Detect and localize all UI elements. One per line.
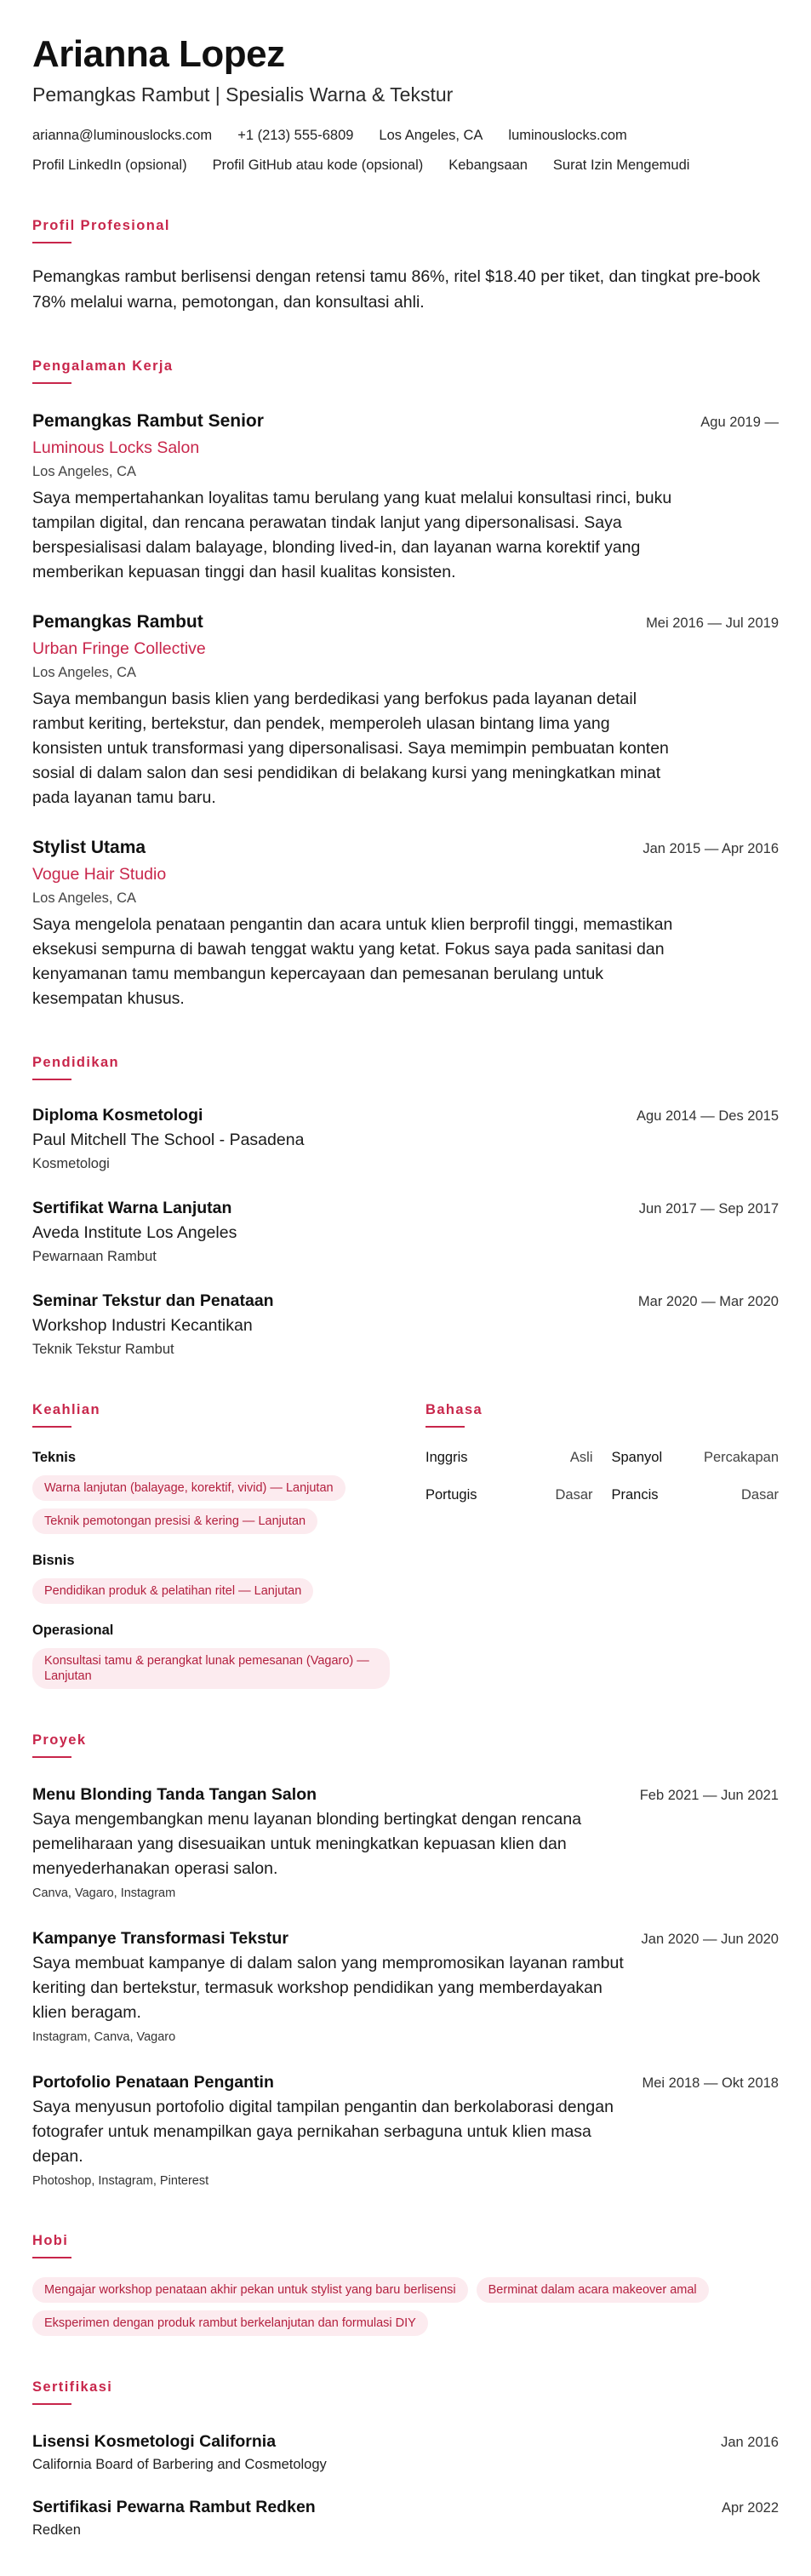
project-description: Saya menyusun portofolio digital tampilan pengantin dan berkolaborasi dengan fotografer untuk menampilkan gaya pernikahan serbaguna untuk klien masa depan. xyxy=(32,2098,614,2166)
job-date: Agu 2019 — xyxy=(700,415,779,430)
project-name: Portofolio Penataan Pengantin xyxy=(32,2073,274,2092)
linkedin-link[interactable]: Profil LinkedIn (opsional) xyxy=(32,157,187,173)
certification-issuer: California Board of Barbering and Cosmetology xyxy=(32,2457,327,2472)
project-name: Menu Blonding Tanda Tangan Salon xyxy=(32,1785,317,1804)
skill-group xyxy=(32,1551,391,1604)
skill-group-title: Teknis xyxy=(32,1450,77,1465)
section-divider xyxy=(32,242,71,243)
education-section xyxy=(32,1054,779,1359)
company-name: Urban Fringe Collective xyxy=(32,639,206,658)
degree-name: Diploma Kosmetologi xyxy=(32,1106,203,1125)
job-description: Saya mengelola penataan pengantin dan acara untuk klien berprofil tinggi, memastikan eksekusi sempurna di bawah tenggat waktu yang ketat. Fokus saya pada sanitasi dan kenyamanan tamu membangun kepercayaan dan pemesanan berulang untuk kesempatan khusus. xyxy=(32,915,673,1008)
job-title: Pemangkas Rambut xyxy=(32,612,203,632)
experience-entry xyxy=(32,409,779,585)
section-title: Hobi xyxy=(32,2233,69,2248)
job-date: Jan 2015 — Apr 2016 xyxy=(643,841,779,856)
language-item xyxy=(425,1485,593,1504)
projects-section xyxy=(32,1732,779,2190)
project-date: Mei 2018 — Okt 2018 xyxy=(642,2075,779,2091)
section-title: Proyek xyxy=(32,1732,87,1748)
language-item xyxy=(612,1448,780,1467)
job-title: Stylist Utama xyxy=(32,838,146,857)
company-name: Luminous Locks Salon xyxy=(32,438,200,457)
project-tools: Photoshop, Instagram, Pinterest xyxy=(32,2174,209,2188)
contact-phone[interactable]: +1 (213) 555-6809 xyxy=(237,128,354,143)
skill-group-title: Bisnis xyxy=(32,1553,75,1568)
section-divider xyxy=(32,1079,71,1080)
skills-languages-row xyxy=(32,1401,779,1689)
project-entry xyxy=(32,1927,779,2046)
section-divider xyxy=(32,1426,71,1428)
github-link[interactable]: Profil GitHub atau kode (opsional) xyxy=(212,157,424,173)
degree-name: Sertifikat Warna Lanjutan xyxy=(32,1199,232,1217)
candidate-headline: Pemangkas Rambut | Spesialis Warna & Tekstur xyxy=(32,83,454,106)
project-entry xyxy=(32,1783,779,1902)
section-title: Pendidikan xyxy=(32,1055,120,1070)
language-name: Inggris xyxy=(425,1450,468,1465)
certification-name: Lisensi Kosmetologi California xyxy=(32,2432,277,2451)
language-level: Percakapan xyxy=(703,1450,779,1465)
language-item xyxy=(612,1485,780,1504)
summary-text: Pemangkas rambut berlisensi dengan retensi tamu 86%, ritel $18.40 per tiket, dan tingkat pre-book 78% melalui warna, pemotongan, dan konsultasi ahli. xyxy=(32,267,761,312)
section-divider xyxy=(32,2257,71,2258)
nationality-field: Kebangsaan xyxy=(448,157,528,173)
education-date: Mar 2020 — Mar 2020 xyxy=(637,1294,779,1309)
project-date: Feb 2021 — Jun 2021 xyxy=(639,1788,779,1803)
hobbies-section xyxy=(32,2232,779,2336)
project-entry xyxy=(32,2071,779,2190)
field-of-study: Kosmetologi xyxy=(32,1156,110,1171)
language-name: Spanyol xyxy=(611,1450,663,1465)
skills-section xyxy=(32,1401,391,1689)
section-title: Profil Profesional xyxy=(32,218,170,233)
certification-issuer: Redken xyxy=(32,2522,81,2538)
experience-entry xyxy=(32,610,779,810)
experience-section xyxy=(32,358,779,1011)
skill-group-title: Operasional xyxy=(32,1623,114,1638)
section-divider xyxy=(425,1426,465,1428)
education-entry xyxy=(32,1290,779,1359)
education-date: Jun 2017 — Sep 2017 xyxy=(638,1201,779,1216)
drivers-license-field: Surat Izin Mengemudi xyxy=(552,157,690,173)
skill-group xyxy=(32,1621,391,1689)
language-item xyxy=(425,1448,593,1467)
project-date: Jan 2020 — Jun 2020 xyxy=(641,1932,779,1947)
experience-entry xyxy=(32,836,779,1011)
candidate-name: Arianna Lopez xyxy=(32,33,285,75)
skill-chip: Pendidikan produk & pelatihan ritel — Lanjutan xyxy=(32,1578,313,1604)
languages-section xyxy=(425,1401,779,1689)
job-location: Los Angeles, CA xyxy=(32,890,136,906)
project-description: Saya membuat kampanye di dalam salon yang mempromosikan layanan rambut keriting dan bertekstur, termasuk workshop pendidikan yang memberdayakan klien beragam. xyxy=(32,1954,624,2022)
language-name: Portugis xyxy=(425,1487,477,1503)
company-name: Vogue Hair Studio xyxy=(32,865,167,884)
project-name: Kampanye Transformasi Tekstur xyxy=(32,1929,288,1948)
language-level: Dasar xyxy=(740,1487,779,1503)
certification-date: Apr 2022 xyxy=(722,2500,779,2516)
skill-group xyxy=(32,1448,391,1534)
project-tools: Canva, Vagaro, Instagram xyxy=(32,1886,176,1900)
hobby-chip: Mengajar workshop penataan akhir pekan untuk stylist yang baru berlisensi xyxy=(32,2277,468,2303)
hobby-chip: Eksperimen dengan produk rambut berkelanjutan dan formulasi DIY xyxy=(32,2310,428,2336)
certification-name: Sertifikasi Pewarna Rambut Redken xyxy=(32,2498,316,2516)
summary-section xyxy=(32,217,779,315)
skill-chip: Konsultasi tamu & perangkat lunak pemesanan (Vagaro) — Lanjutan xyxy=(32,1648,390,1689)
certification-entry xyxy=(32,2430,779,2474)
job-description: Saya membangun basis klien yang berdedikasi yang berfokus pada layanan detail rambut keriting, bertekstur, dan pendek, memperoleh ulasan bintang lima yang konsisten untuk transformasi yang dipersonalisasi. Saya memimpin pembuatan konten sosial di dalam salon dan sesi pendidikan di belakang kursi yang meningkatkan minat pada layanan tamu baru. xyxy=(32,690,669,807)
section-divider xyxy=(32,382,71,384)
degree-name: Seminar Tekstur dan Penataan xyxy=(32,1291,274,1310)
skill-chip: Warna lanjutan (balayage, korektif, vivid) — Lanjutan xyxy=(32,1475,346,1501)
contact-email[interactable]: arianna@luminouslocks.com xyxy=(32,128,213,143)
section-divider xyxy=(32,2403,71,2405)
section-title: Sertifikasi xyxy=(32,2379,113,2395)
contact-location: Los Angeles, CA xyxy=(379,128,483,143)
school-name: Workshop Industri Kecantikan xyxy=(32,1316,253,1335)
school-name: Aveda Institute Los Angeles xyxy=(32,1223,237,1242)
extra-links-row xyxy=(32,156,779,175)
language-level: Dasar xyxy=(555,1487,593,1503)
language-name: Prancis xyxy=(611,1487,659,1503)
project-tools: Instagram, Canva, Vagaro xyxy=(32,2030,176,2044)
job-title: Pemangkas Rambut Senior xyxy=(32,411,264,431)
certifications-section xyxy=(32,2379,779,2539)
hobby-chip: Berminat dalam acara makeover amal xyxy=(477,2277,709,2303)
section-title: Bahasa xyxy=(425,1402,483,1417)
contact-row xyxy=(32,126,779,145)
language-level: Asli xyxy=(569,1450,593,1465)
section-title: Keahlian xyxy=(32,1402,100,1417)
skill-chip: Teknik pemotongan presisi & kering — Lanjutan xyxy=(32,1508,317,1534)
education-date: Agu 2014 — Des 2015 xyxy=(637,1108,779,1124)
education-entry xyxy=(32,1197,779,1266)
section-title: Pengalaman Kerja xyxy=(32,358,174,374)
school-name: Paul Mitchell The School - Pasadena xyxy=(32,1131,305,1149)
job-location: Los Angeles, CA xyxy=(32,464,136,479)
field-of-study: Teknik Tekstur Rambut xyxy=(32,1342,174,1357)
project-description: Saya mengembangkan menu layanan blonding bertingkat dengan rencana pemeliharaan yang disesuaikan untuk meningkatkan kepuasan klien dan menyederhanakan operasi salon. xyxy=(32,1810,582,1878)
certification-entry xyxy=(32,2496,779,2539)
job-date: Mei 2016 — Jul 2019 xyxy=(646,615,779,631)
resume-header xyxy=(32,32,779,175)
certification-date: Jan 2016 xyxy=(721,2435,779,2450)
section-divider xyxy=(32,1756,71,1758)
job-description: Saya mempertahankan loyalitas tamu berulang yang kuat melalui konsultasi rinci, buku tampilan digital, dan rencana perawatan tindak lanjut yang dipersonalisasi. Saya berspesialisasi dalam balayage, blonding lived-in, dan layanan warna korektif yang memberikan kepuasan tinggi dan hasil kualitas konsisten. xyxy=(32,489,672,581)
contact-website[interactable]: luminouslocks.com xyxy=(508,128,627,143)
field-of-study: Pewarnaan Rambut xyxy=(32,1249,157,1264)
education-entry xyxy=(32,1104,779,1173)
job-location: Los Angeles, CA xyxy=(32,665,136,680)
